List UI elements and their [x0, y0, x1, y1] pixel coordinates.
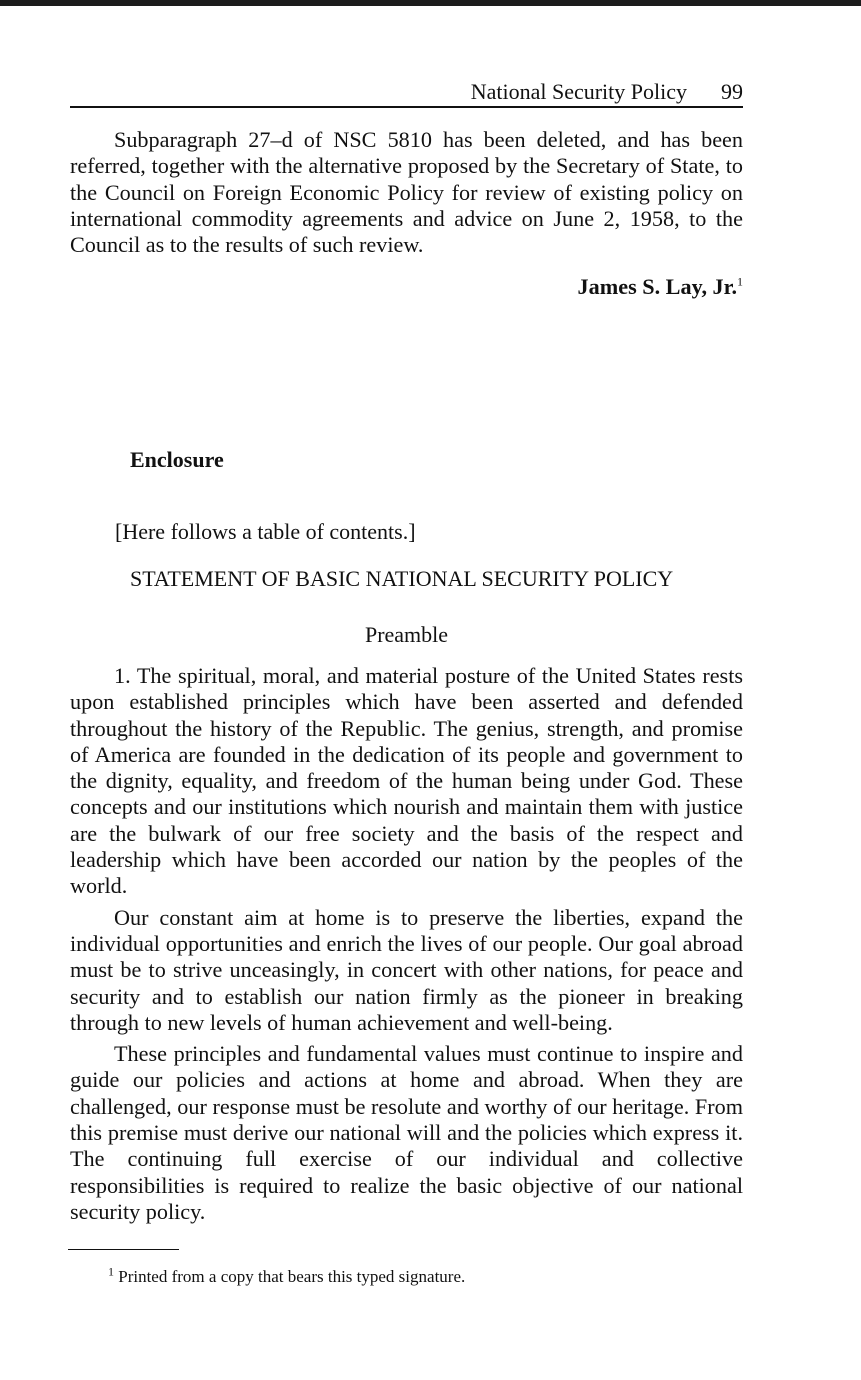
running-head-title: National Security Policy	[470, 79, 687, 104]
footnote-divider	[68, 1249, 179, 1250]
section-heading-preamble: Preamble	[364, 622, 449, 647]
signature-name: James S. Lay, Jr.	[577, 274, 737, 300]
footnote-marker: 1	[108, 1264, 114, 1279]
signature	[70, 274, 743, 300]
preamble-body	[70, 663, 743, 1225]
paragraph-3: These principles and fundamental values must continue to inspire and guide our policies and actions at home and abroad. When they are challenged, our response must be resolute and worthy of our heritage. From this premise must derive our national will and the policies which express it. The continuing full exercise of our individual and collective responsibilities is required to realize the basic objective of our national security policy.	[70, 1041, 743, 1224]
running-head	[70, 78, 743, 108]
enclosure-heading: Enclosure	[130, 447, 224, 472]
page-number: 99	[721, 79, 743, 104]
footnote-reference[interactable]: 1	[737, 275, 743, 290]
toc-note: [Here follows a table of contents.]	[115, 519, 416, 544]
footnote	[108, 1266, 465, 1288]
paragraph-2: Our constant aim at home is to preserve the liberties, expand the individual opportunities and enrich the lives of our people. Our goal abroad must be to strive unceasingly, in concert with other nations, for peace and security and to establish our nation firmly as the pioneer in breaking through to new levels of human achievement and well-being.	[70, 904, 743, 1035]
intro-section	[70, 127, 743, 301]
paragraph-1: 1. The spiritual, moral, and material posture of the United States rests upon established principles which have been asserted and defended throughout the history of the Republic. The genius, strength, and promise of America are founded in the dedication of its people and government to the dignity, equality, and freedom of the human being under God. These concepts and our institutions which nourish and maintain them with justice are the bulwark of our free society and the basis of the respect and leadership which have been accorded our nation by the peoples of the world.	[70, 663, 743, 899]
footnote-text: Printed from a copy that bears this typed signature.	[118, 1267, 466, 1286]
scan-edge	[0, 0, 861, 6]
intro-paragraph: Subparagraph 27–d of NSC 5810 has been deleted, and has been referred, together with the alternative proposed by the Secretary of State, to the Council on Foreign Economic Policy for review of existing policy on international commodity agreements and advice on June 2, 1958, to the Council as to the results of such review.	[70, 127, 743, 258]
document-title: STATEMENT OF BASIC NATIONAL SECURITY POLICY	[130, 566, 674, 591]
